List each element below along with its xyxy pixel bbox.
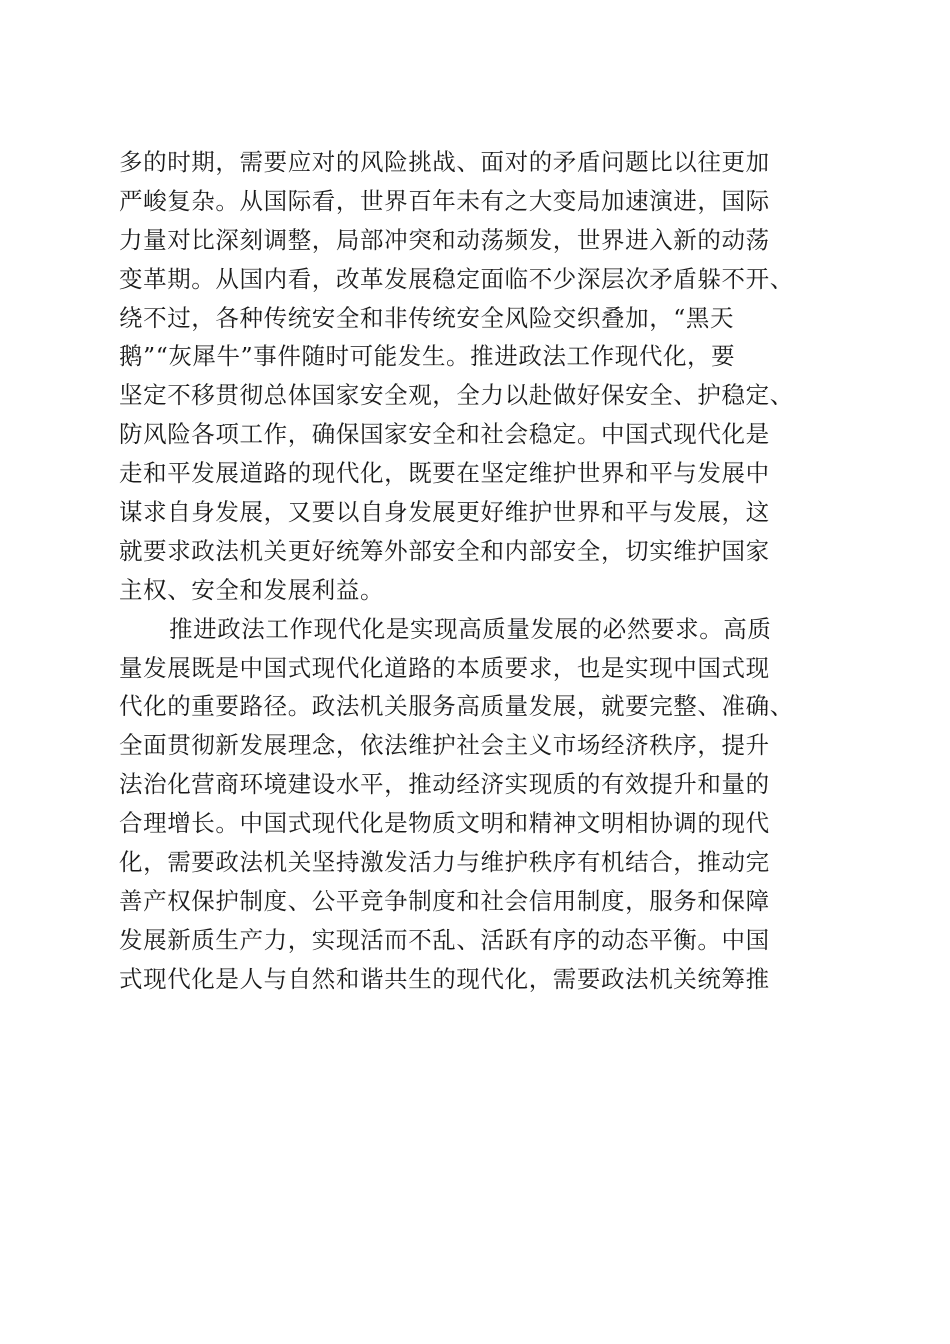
text-line: 发展新质生产力，实现活而不乱、活跃有序的动态平衡。中国 <box>119 925 770 954</box>
text-line: 严峻复杂。从国际看，世界百年未有之大变局加速演进，国际 <box>119 186 770 215</box>
text-line: 走和平发展道路的现代化，既要在坚定维护世界和平与发展中 <box>119 459 770 488</box>
text-line: 就要求政法机关更好统筹外部安全和内部安全，切实维护国家 <box>119 536 770 565</box>
text-line: 坚定不移贯彻总体国家安全观，全力以赴做好保安全、护稳定、 <box>119 381 794 410</box>
text-line: 合理增长。中国式现代化是物质文明和精神文明相协调的现代 <box>119 809 770 838</box>
text-line: 多的时期，需要应对的风险挑战、面对的矛盾问题比以往更加 <box>119 148 770 176</box>
body-text <box>119 143 839 999</box>
text-line: 法治化营商环境建设水平，推动经济实现质的有效提升和量的 <box>119 770 770 799</box>
text-line: 力量对比深刻调整，局部冲突和动荡频发，世界进入新的动荡 <box>119 225 770 254</box>
text-line: 主权、安全和发展利益。 <box>119 575 385 604</box>
text-line: 善产权保护制度、公平竞争制度和社会信用制度，服务和保障 <box>119 886 770 915</box>
text-line: 谋求自身发展，又要以自身发展更好维护世界和平与发展，这 <box>119 498 770 527</box>
text-line: 全面贯彻新发展理念，依法维护社会主义市场经济秩序，提升 <box>119 731 770 760</box>
text-line: 化，需要政法机关坚持激发活力与维护秩序有机结合，推动完 <box>119 848 770 877</box>
text-line: 代化的重要路径。政法机关服务高质量发展，就要完整、准确、 <box>119 692 794 721</box>
paragraph-first-line: 推进政法工作现代化是实现高质量发展的必然要求。高质 <box>169 614 772 643</box>
text-line: 绕不过，各种传统安全和非传统安全风险交织叠加，“黑天 <box>119 303 735 332</box>
text-line: 防风险各项工作，确保国家安全和社会稳定。中国式现代化是 <box>119 420 770 449</box>
text-line: 量发展既是中国式现代化道路的本质要求，也是实现中国式现 <box>119 653 770 682</box>
text-line: 式现代化是人与自然和谐共生的现代化，需要政法机关统筹推 <box>119 964 770 993</box>
text-line: 鹅”“灰犀牛”事件随时可能发生。推进政法工作现代化，要 <box>119 342 736 371</box>
text-line: 变革期。从国内看，改革发展稳定面临不少深层次矛盾躲不开、 <box>119 264 794 293</box>
